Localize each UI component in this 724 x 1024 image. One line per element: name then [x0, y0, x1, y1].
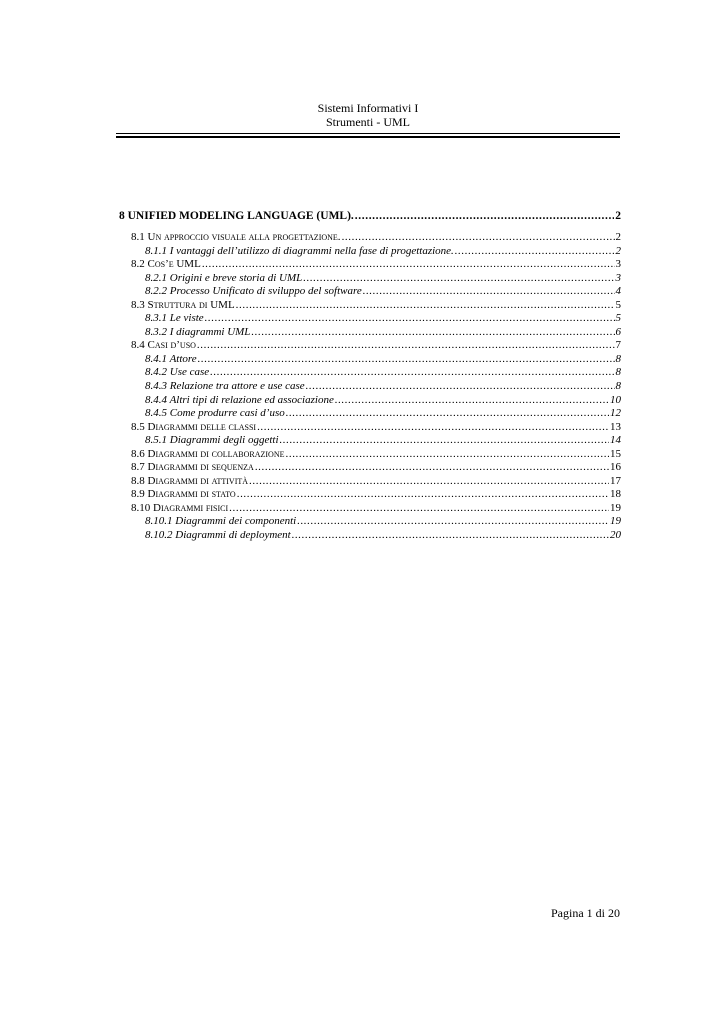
toc-entry-number: 8.1: [131, 231, 145, 243]
toc-entry-page: 10: [610, 393, 621, 406]
toc-entry-page: 4: [615, 285, 621, 298]
toc-entry-label: [131, 502, 228, 516]
page-number: Pagina 1 di 20: [551, 906, 620, 920]
toc-entry[interactable]: [119, 448, 621, 462]
toc-entry[interactable]: [119, 326, 621, 340]
toc-entry-number: 8.10.2: [145, 529, 173, 542]
toc-leader-dots: [202, 258, 615, 272]
toc-entry-label: [145, 312, 204, 326]
toc-entry-number: 8.8: [131, 474, 145, 487]
toc-entry-title: I vantaggi dell’utilizzo di diagrammi nella fase di progettazione.: [169, 244, 454, 257]
toc-entry[interactable]: [119, 231, 621, 245]
toc-entry-title: Diagrammi di deployment: [175, 529, 291, 542]
toc-entry-label: [131, 299, 235, 313]
header-divider-thin: [116, 133, 620, 134]
toc-entry-page: 5: [615, 298, 621, 311]
toc-entry[interactable]: [119, 312, 621, 326]
toc-entry-number: 8.9: [131, 488, 145, 501]
toc-leader-dots: [255, 461, 609, 475]
toc-entry-page: 2: [615, 244, 621, 257]
toc-entry[interactable]: [119, 394, 621, 408]
toc-entry-page: 13: [610, 420, 621, 433]
toc-entry-page: 3: [615, 271, 621, 284]
toc-leader-dots: [335, 394, 609, 408]
toc-entry-number: 8.3: [131, 298, 145, 311]
toc-leader-dots: [229, 502, 609, 516]
toc-leader-dots: [237, 488, 609, 502]
toc-entry-label: [145, 529, 291, 543]
toc-chapter-page: 2: [615, 210, 621, 222]
toc-leader-dots: [198, 353, 615, 367]
header-course-title: Sistemi Informativi I: [317, 101, 419, 115]
toc-entry[interactable]: [119, 515, 621, 529]
toc-entry-page: 19: [610, 501, 621, 514]
toc-leader-dots: [342, 231, 615, 245]
toc-entry-label: [145, 366, 209, 380]
toc-entry-page: 5: [615, 312, 621, 325]
toc-entry-label: [131, 421, 256, 435]
toc-entry-title: Diagrammi fisici: [153, 501, 229, 514]
toc-entry[interactable]: [119, 461, 621, 475]
toc-entry-title: Struttura di UML: [147, 298, 235, 311]
toc-entry-title: Attore: [169, 352, 197, 365]
toc-entry[interactable]: [119, 245, 621, 259]
toc-entry-label: [131, 461, 254, 475]
toc-entry-label: [131, 475, 248, 489]
toc-entry-number: 8.6: [131, 447, 145, 460]
toc-entry[interactable]: [119, 407, 621, 421]
toc-leader-dots: [236, 299, 615, 313]
toc-entry-label: [145, 326, 250, 340]
toc-leader-dots: [286, 407, 609, 421]
toc-entry-label: [131, 488, 236, 502]
toc-leader-dots: [455, 245, 615, 259]
toc-entry-label: [145, 272, 302, 286]
toc-entry[interactable]: [119, 285, 621, 299]
toc-entry-number: 8.10.1: [145, 515, 173, 528]
toc-entry-page: 14: [610, 434, 621, 447]
toc-entry-number: 8.3.1: [145, 312, 167, 325]
toc-entry[interactable]: [119, 258, 621, 272]
toc-entry-title: Diagrammi delle classi: [147, 420, 257, 433]
toc-leader-dots: [210, 366, 614, 380]
toc-entry[interactable]: [119, 366, 621, 380]
toc-entry[interactable]: [119, 475, 621, 489]
toc-entry-label: [145, 434, 279, 448]
toc-leader-dots: [249, 475, 609, 489]
toc-entry-page: 6: [615, 325, 621, 338]
toc-entry-page: 8: [615, 352, 621, 365]
toc-leader-dots: [257, 421, 609, 435]
toc-entry-title: Casi d’uso: [147, 339, 196, 352]
toc-entry-title: Diagrammi di collaborazione: [147, 447, 285, 460]
toc-entry-number: 8.4.2: [145, 366, 167, 379]
toc-entry-title: Diagrammi dei componenti: [175, 515, 297, 528]
toc-entry-number: 8.10: [131, 501, 151, 514]
toc-entry[interactable]: [119, 502, 621, 516]
toc-entry-title: Diagrammi di attività: [147, 474, 249, 487]
toc-entry[interactable]: [119, 299, 621, 313]
toc-entry-title: Un approccio visuale alla progettazione.: [147, 231, 341, 243]
toc-entry-title: Come produrre casi d’uso: [169, 407, 285, 420]
toc-entry[interactable]: [119, 529, 621, 543]
table-of-contents: [119, 209, 621, 543]
toc-entry-page: 8: [615, 380, 621, 393]
toc-entry-number: 8.2: [131, 258, 145, 271]
toc-entry-number: 8.3.2: [145, 325, 167, 338]
toc-entry-number: 8.4.5: [145, 407, 167, 420]
toc-entry-number: 8.5: [131, 420, 145, 433]
toc-entry-title: Cos’e UML: [147, 258, 201, 271]
toc-entry-number: 8.5.1: [145, 434, 167, 447]
toc-leader-dots: [286, 448, 610, 462]
toc-leader-dots: [363, 285, 615, 299]
toc-entry[interactable]: [119, 380, 621, 394]
toc-entry-label: [145, 285, 362, 299]
toc-leader-dots: [197, 339, 615, 353]
toc-chapter-title: 8 UNIFIED MODELING LANGUAGE (UML).: [119, 210, 354, 222]
toc-entry-page: 17: [610, 474, 621, 487]
toc-entry-page: 2: [615, 231, 621, 243]
toc-entry-title: Origini e breve storia di UML: [169, 271, 303, 284]
toc-leader-dots: [205, 312, 615, 326]
toc-entry-number: 8.4: [131, 339, 145, 352]
toc-entry-title: Processo Unificato di sviluppo del software: [169, 285, 362, 298]
toc-entry-label: [145, 515, 296, 529]
toc-entry[interactable]: [119, 339, 621, 353]
toc-entry[interactable]: [119, 272, 621, 286]
toc-entry-page: 8: [615, 366, 621, 379]
toc-leader-dots: [251, 326, 614, 340]
toc-entries-list: [119, 231, 621, 543]
toc-entry[interactable]: [119, 421, 621, 435]
toc-entry[interactable]: [119, 488, 621, 502]
header-divider-thick: [116, 136, 620, 138]
toc-entry-label: [145, 394, 334, 408]
toc-entry-page: 18: [610, 488, 621, 501]
toc-entry-label: [145, 353, 197, 367]
toc-entry-title: I diagrammi UML: [169, 325, 251, 338]
toc-entry-number: 8.4.4: [145, 393, 167, 406]
toc-entry-title: Altri tipi di relazione ed associazione: [169, 393, 334, 406]
toc-entry-number: 8.4.1: [145, 352, 167, 365]
toc-entry-number: 8.4.3: [145, 380, 167, 393]
header-section-title: Strumenti - UML: [326, 115, 410, 129]
toc-entry-label: [131, 448, 285, 462]
toc-entry-page: 7: [615, 339, 621, 352]
toc-entry-number: 8.2.2: [145, 285, 167, 298]
toc-entry-title: Le viste: [169, 312, 204, 325]
toc-entry-number: 8.2.1: [145, 271, 167, 284]
toc-entry-title: Diagrammi di stato: [147, 488, 236, 501]
toc-leader-dots: [355, 209, 614, 224]
toc-entry-title: Use case: [169, 366, 210, 379]
toc-entry-title: Relazione tra attore e use case: [169, 380, 305, 393]
toc-entry-page: 15: [610, 447, 621, 460]
toc-entry-label: [131, 231, 341, 245]
toc-entry-number: 8.7: [131, 461, 145, 474]
toc-entry-page: 20: [610, 529, 621, 542]
toc-entry[interactable]: [119, 353, 621, 367]
toc-entry[interactable]: [119, 434, 621, 448]
toc-entry-title: Diagrammi di sequenza: [147, 461, 254, 474]
toc-entry-page: 3: [615, 258, 621, 271]
toc-entry-label: [131, 258, 201, 272]
toc-leader-dots: [280, 434, 609, 448]
toc-entry-label: [131, 339, 196, 353]
toc-entry-page: 19: [610, 515, 621, 528]
toc-entry-page: 12: [610, 407, 621, 420]
toc-leader-dots: [292, 529, 609, 543]
toc-leader-dots: [297, 515, 609, 529]
toc-leader-dots: [303, 272, 614, 286]
toc-entry-label: [145, 407, 285, 421]
toc-entry-label: [145, 245, 454, 259]
toc-chapter-entry[interactable]: [119, 209, 621, 224]
toc-entry-number: 8.1.1: [145, 244, 167, 257]
toc-leader-dots: [306, 380, 615, 394]
toc-entry-title: Diagrammi degli oggetti: [169, 434, 279, 447]
page-header: [116, 101, 620, 129]
toc-entry-page: 16: [610, 461, 621, 474]
toc-entry-label: [145, 380, 305, 394]
